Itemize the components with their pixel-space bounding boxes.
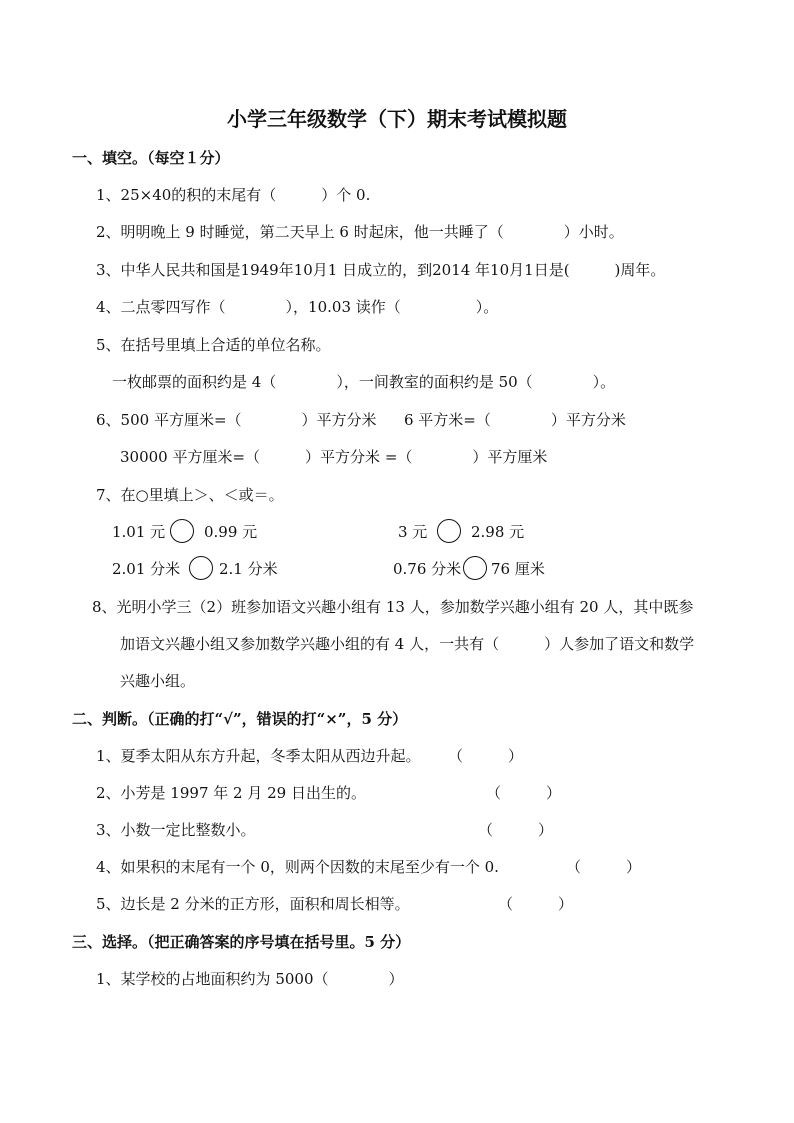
compare-right-1: 0.99 元 — [204, 523, 258, 541]
compare-circle-4[interactable] — [463, 556, 487, 580]
section-1-heading: 一、填空。（每空１分） — [72, 149, 230, 167]
question-1-5: 5、在括号里填上合适的单位名称。 — [96, 336, 331, 354]
compare-left-3: 2.01 分米 — [112, 560, 181, 578]
section-3-heading: 三、选择。（把正确答案的序号填在括号里。5 分） — [72, 933, 411, 951]
compare-right-4: 76 厘米 — [491, 560, 545, 578]
compare-circle-1[interactable] — [170, 519, 194, 543]
question-1-2: 2、明明晚上 9 时睡觉，第二天早上 6 时起床，他一共睡了（ ）小时。 — [96, 223, 624, 241]
judge-item-5: 5、边长是 2 分米的正方形，面积和周长相等。 — [96, 895, 410, 913]
choice-question-1: 1、某学校的占地面积约为 5000（ ） — [96, 970, 404, 988]
judge-item-1: 1、夏季太阳从东方升起，冬季太阳从西边升起。 — [96, 747, 421, 765]
judge-blank-4[interactable]: （ ） — [566, 858, 642, 876]
compare-circle-2[interactable] — [437, 519, 461, 543]
question-1-8-line2: 加语文兴趣小组又参加数学兴趣小组的有 4 人，一共有（ ）人参加了语文和数学 — [120, 635, 695, 653]
question-1-3: 3、中华人民共和国是1949年10月1 日成立的，到2014 年10月1日是( )周年。 — [96, 261, 666, 279]
judge-item-3: 3、小数一定比整数小。 — [96, 821, 256, 839]
question-1-5-line: 一枚邮票的面积约是 4（ ），一间教室的面积约是 50（ ）。 — [112, 373, 616, 391]
question-1-8-line3: 兴趣小组。 — [120, 672, 196, 690]
judge-item-4: 4、如果积的末尾有一个 0，则两个因数的末尾至少有一个 0. — [96, 858, 499, 876]
question-1-4: 4、二点零四写作（ ），10.03 读作（ ）。 — [96, 298, 499, 316]
judge-blank-5[interactable]: （ ） — [498, 895, 574, 913]
question-1-6-part-b: 6 平方米=（ ）平方分米 — [404, 411, 626, 429]
question-1-7: 7、在○里填上＞、＜或＝。 — [96, 486, 284, 504]
page-title: 小学三年级数学（下）期末考试模拟题 — [227, 107, 567, 131]
judge-blank-2[interactable]: （ ） — [486, 784, 562, 802]
judge-blank-3[interactable]: （ ） — [478, 821, 554, 839]
compare-left-1: 1.01 元 — [112, 523, 166, 541]
question-1-6-line2: 30000 平方厘米=（ ）平方分米 =（ ）平方厘米 — [120, 448, 548, 466]
compare-left-2: 3 元 — [398, 523, 428, 541]
question-1-8-line1: 8、光明小学三（2）班参加语文兴趣小组有 13 人，参加数学兴趣小组有 20 人，其中既参 — [92, 598, 694, 616]
judge-blank-1[interactable]: （ ） — [448, 747, 524, 765]
judge-item-2: 2、小芳是 1997 年 2 月 29 日出生的。 — [96, 784, 366, 802]
section-2-heading: 二、判断。（正确的打“√”，错误的打“×”，5 分） — [72, 710, 408, 728]
compare-right-2: 2.98 元 — [471, 523, 525, 541]
compare-right-3: 2.1 分米 — [219, 560, 278, 578]
compare-circle-3[interactable] — [189, 556, 213, 580]
compare-left-4: 0.76 分米 — [393, 560, 462, 578]
question-1-1: 1、25×40的积的末尾有（ ）个 0. — [96, 186, 371, 204]
question-1-6-part-a: 6、500 平方厘米=（ ）平方分米 — [96, 411, 377, 429]
